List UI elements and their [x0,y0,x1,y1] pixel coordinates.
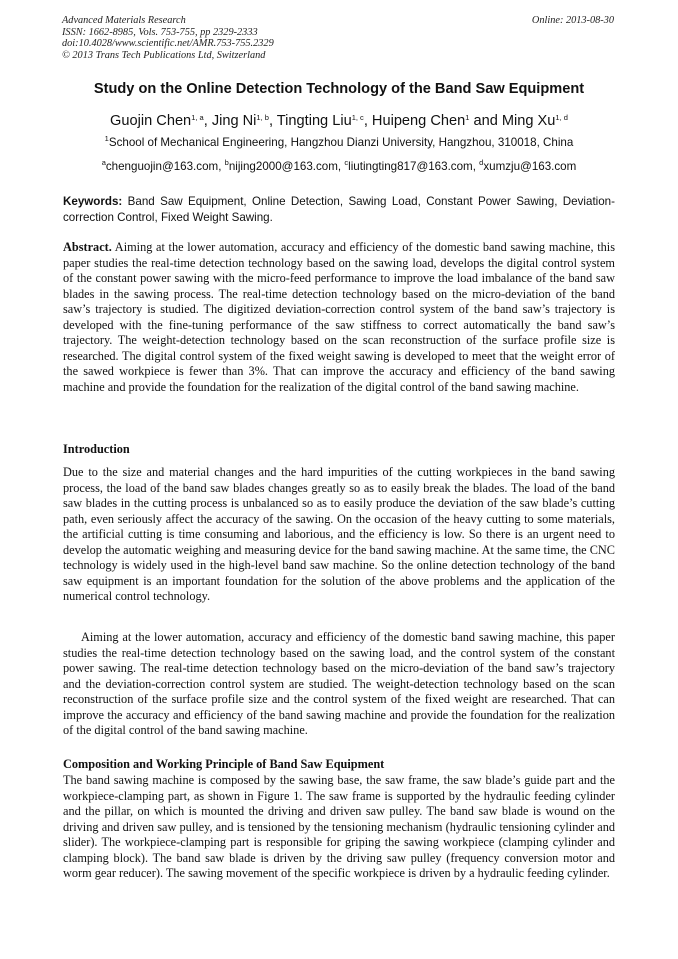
email-address[interactable]: liutingting817@163.com [348,160,473,173]
email-address[interactable]: nijing2000@163.com [228,160,338,173]
author-sup: 1, a [191,113,204,122]
email-separator: , [218,160,225,173]
keywords-label: Keywords: [63,195,123,208]
author-sup: 1, d [555,113,568,122]
online-date: Online: 2013-08-30 [531,15,614,26]
author-sup: 1 [465,113,470,122]
affiliation [40,136,638,150]
abstract [63,240,615,395]
affiliation-sup: 1 [104,134,109,143]
journal-name: Advanced Materials Research [62,15,186,26]
introduction-heading: Introduction [63,442,130,456]
abstract-text: Aiming at the lower automation, accuracy and efficiency of the domestic band sawing machine, this paper studies the real-time detection technology based on the sawing load, develops the digital control system of the constant power sawing with the micro-feed performance to improve the load imbalance of the band saw blades in the sawing process. The real-time detection technology based on the micro-deviation of the band saw’s trajectory is studied. The digitized deviation-correction control system of the band saw’s trajectory is developed with the fine-tuning performance of the saw stiffness to correct automatically the band saw’s trajectory. The weight-detection technology based on the scan reconstruction of the surface profile size is researched. The digital control system of the fixed weight sawing is developed to meet that the weight error of the sawed workpiece is fewer than 3%. That can improve the accuracy and efficiency of the band sawing machine and provide the foundation for the realization of the digital control of the band sawing machine. [63,240,615,394]
author: Tingting Liu [276,113,352,129]
email-sup: a [101,158,106,167]
abstract-label: Abstract. [63,240,112,254]
email-sup: c [344,158,349,167]
composition-paragraph-1: The band sawing machine is composed by the sawing base, the saw frame, the saw blade’s guide part and the workpiece-clamping part, as shown in Figure 1. The saw frame is supported by the hydraulic feeding cylinder and the pillar, on which is mounted the driving and driven saw pulley. The band saw blade is wound on the driving and driven saw pulley, and is tensioned by the tensioning mechanism (hydraulic tensioning cylinder and slider). The workpiece-clamping part is responsible for griping the sawing workpiece (clamping cylinder and clamping block). The band saw blade is driven by the driving saw pulley (frequency conversion motor and worm gear reducer). The sawing movement of the specific workpiece is driven by a hydraulic feeding cylinder. [63,773,615,880]
author: Huipeng Chen [371,113,466,129]
introduction-paragraph-2: Aiming at the lower automation, accuracy and efficiency of the domestic band sawing machine, this paper studies the real-time detection technology based on the sawing load, and the control system of the constant power sawing. The real-time detection technology based on the micro-deviation of the band saw’s trajectory and the deviation-correction control system are studied. The weight-detection technology based on the scan reconstruction of the surface profile size and the control system of the fixed weight are researched. That can improve the accuracy and efficiency of the band sawing machine and provide the foundation for the realization of the digital control of the band sawing machine. [63,630,615,737]
author-separator: and [469,113,502,129]
email-address[interactable]: xumzju@163.com [483,160,577,173]
keywords-text: Band Saw Equipment, Online Detection, Sawing Load, Constant Power Sawing, Deviation-correction Control, Fixed Weight Sawing. [63,195,615,224]
doi-line: doi:10.4028/www.scientific.net/AMR.753-755.2329 [62,38,274,50]
paper-title: Study on the Online Detection Technology of the Band Saw Equipment [93,81,585,97]
affiliation-text: School of Mechanical Engineering, Hangzhou Dianzi University, Hangzhou, 310018, China [108,136,574,149]
author-separator: , [203,113,212,129]
introduction-paragraph-1: Due to the size and material changes and the hard impurities of the cutting workpieces in the band sawing process, the load of the band saw blades changes greatly so as to easily break the blades. The load of the band saw blades in the cutting process is unbalanced so as to easily produce the deviation of the saw blade’s cutting path, even seriously affect the accuracy of the sawing. On the occasion of the heavy cutting to some materials, the artificial cutting is time consuming and laborious, and the efficiency is low. So there is an urgent need to develop the automatic weighing and measuring device for the band sawing machine. At the same time, the CNC technology is widely used in the high-level band saw machine. So the online detection technology of the band saw equipment is an important foundation for the solution of the above problems and the application of the numerical control technology. [63,465,615,603]
author: Ming Xu [501,113,556,129]
author: Jing Ni [211,113,257,129]
author-list [40,112,638,130]
email-list [40,160,638,174]
email-sup: d [479,158,484,167]
author-separator: , [363,113,372,129]
copyright-line: © 2013 Trans Tech Publications Ltd, Switzerland [62,49,266,61]
email-separator: , [337,160,345,173]
author-sup: 1, b [256,113,269,122]
email-address[interactable]: chenguojin@163.com [105,160,219,173]
email-sup: b [224,158,229,167]
email-separator: , [472,160,480,173]
author-sup: 1, c [351,113,364,122]
journal-header [62,15,614,61]
composition-heading: Composition and Working Principle of Band Saw Equipment [63,757,385,771]
author-separator: , [268,113,277,129]
issn-line: ISSN: 1662-8985, Vols. 753-755, pp 2329-2333 [62,26,258,38]
author: Guojin Chen [110,113,192,129]
keywords [63,194,615,225]
